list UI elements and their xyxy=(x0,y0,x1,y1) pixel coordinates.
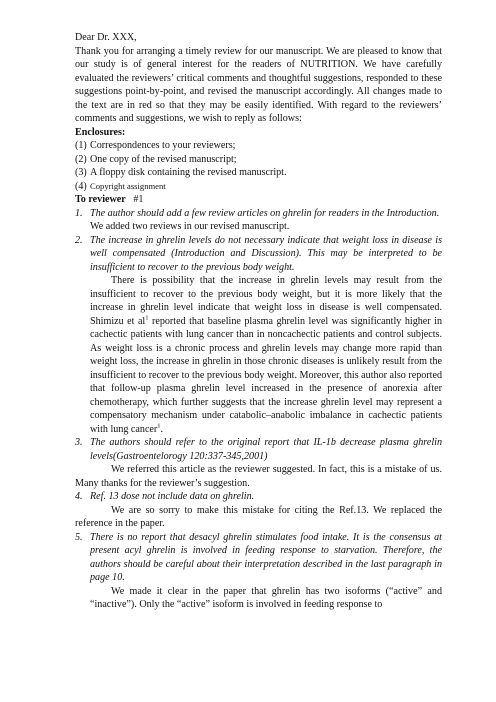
reply-1: We added two reviews in our revised manuscript. xyxy=(90,221,290,232)
comment-text: The authors should refer to the original report that IL-1b decrease plasma ghrelin levels(Gastroentelorogy 120:337-345,2001) xyxy=(90,437,442,462)
comment-text: Ref. 13 dose not include data on ghrelin. xyxy=(90,491,255,502)
enclosures-heading: Enclosures: xyxy=(75,126,126,138)
enclosures-list xyxy=(75,139,442,193)
salutation: Dear Dr. XXX, xyxy=(75,32,137,43)
reply-4: We are so sorry to make this mistake for citing the Ref.13. We replaced the reference in the paper. xyxy=(75,504,442,529)
comment-number: 5. xyxy=(75,531,83,543)
comment-number: 4. xyxy=(75,491,83,502)
citation-superscript: 1 xyxy=(157,422,161,430)
enclosure-number: (4) xyxy=(75,180,87,192)
reply-2-part-a: There is possibility that the increase in ghrelin levels may result from the insufficient to recover to the previous body weight, but it is more likely that the increase in ghrelin level indicate that weight loss in disease is well compensated. Shimizu et al xyxy=(90,275,442,327)
reviewer-heading-label: To reviewer xyxy=(75,194,126,205)
comment-1 xyxy=(75,207,442,221)
reply-2 xyxy=(90,274,442,436)
enclosure-text: Copyright assignment xyxy=(90,180,166,191)
comment-number: 3. xyxy=(75,437,83,448)
enclosure-number: (3) xyxy=(75,167,87,178)
enclosure-number: (1) xyxy=(75,140,87,151)
reply-5: We made it clear in the paper that ghrelin has two isoforms (“active” and “inactive”). Only the “active” isoform is involved in feeding response to xyxy=(90,585,442,610)
list-item xyxy=(75,166,442,180)
comment-text: The increase in ghrelin levels do not necessary indicate that weight loss in disease is well compensated (Introduction and Discussion). This may be interpreted to be insufficient to recover to the previous body weight. xyxy=(90,234,442,273)
comment-number: 1. xyxy=(75,207,83,219)
intro-paragraph: Thank you for arranging a timely review for our manuscript. We are pleased to know that our study is of general interest for the readers of NUTRITION. We have carefully evaluated the reviewers’ critical comments and thoughtful suggestions, responded to these suggestions point-by-point, and revised the manuscript accordingly. All changes made to the text are in red so that they may be easily identified. With regard to the reviewers’ comments and suggestions, we wish to reply as follows: xyxy=(75,45,442,124)
comment-2 xyxy=(75,234,442,275)
list-item xyxy=(75,139,442,153)
enclosure-text: Correspondences to your reviewers; xyxy=(90,140,236,151)
list-item xyxy=(75,180,442,194)
reply-3: We referred this article as the reviewer suggested. In fact, this is a mistake of us. Many thanks for the reviewer’s suggestion. xyxy=(75,464,442,489)
enclosure-number: (2) xyxy=(75,153,87,165)
comment-3 xyxy=(75,436,442,463)
comment-5 xyxy=(75,531,442,585)
enclosure-text: A floppy disk containing the revised manuscript. xyxy=(90,167,287,178)
comment-4 xyxy=(75,490,442,504)
reviewer-heading xyxy=(75,193,442,207)
reviewer-number: #1 xyxy=(133,194,144,205)
comment-number: 2. xyxy=(75,234,83,246)
citation-superscript: 1 xyxy=(145,314,149,322)
reply-2-part-b: reported that baseline plasma ghrelin level was significantly higher in cachectic patients with lung cancer than in noncachectic patients and control subjects. As weight loss is a chronic process and ghrelin levels may change more rapid than weight loss, the increase in ghrelin in those chronic diseases is unlikely result from the insufficient to recover to the previous body weight. Moreover, this author also reported that follow-up plasma ghrelin level increased in the presence of anorexia after chemotherapy, which further suggests that the increase ghrelin level may represent a compensatory mechanism under catabolic–anabolic imbalance in cachectic patients with lung cancer xyxy=(90,315,442,435)
comment-text: The author should add a few review articles on ghrelin for readers in the Introduction. xyxy=(90,207,440,219)
reply-2-part-c: . xyxy=(160,423,164,435)
enclosure-text: One copy of the revised manuscript; xyxy=(90,153,237,165)
list-item xyxy=(75,153,442,167)
comment-text: There is no report that desacyl ghrelin stimulates food intake. It is the consensus at present acyl ghrelin is involved in feeding response to starvation. Therefore, the authors should be careful about their interpretation described in the last paragraph in page 10. xyxy=(90,531,442,583)
